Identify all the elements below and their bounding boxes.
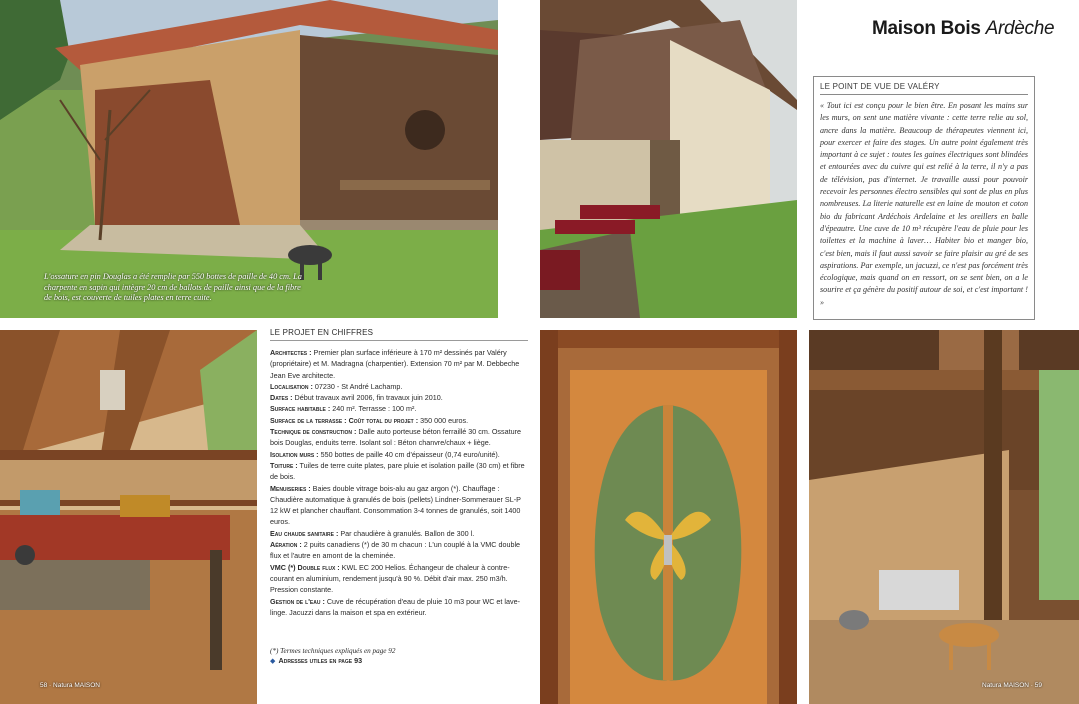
folio-left: 58 · Natura MAISON: [40, 682, 100, 689]
quote-text: « Tout ici est conçu pour le bien être. En posant les mains sur les murs, on sent une matière vivante : cette terre relie au sol, ancre dans la matière. Beaucoup de thérapeutes viennent ici, pour exercer et faire des stages. Un autre point également très important à ce sujet : toutes les gaines électriques sont blindées et entourées avec du cuivre qui est relié à la terre, il n'y a pas de télévision, pas d'internet. Je travaille aussi pour pouvoir recevoir les personnes électro sensibles qui sont de plus en plus nombreuses. La literie naturelle est en laine de mouton et coton bio du fabricant Ardéchois Ardelaine et les oreillers en balle d'épeautre. Une cuve de 10 m³ récupère l'eau de pluie pour les toilettes et la machine à laver… Habiter bio et manger bio, c'est bien, mais il faut aussi savoir se faire plaisir au gré de ses aspirations. Par exemple, un jacuzzi, ce n'est pas forcément très écologique, mais quand on en ressort, on se sent bien, on a le sourire et ça génère du positif autour de soi, et c'est important ! »: [820, 101, 1028, 307]
useful-addresses-note: [270, 656, 528, 666]
fact-row: [270, 415, 528, 426]
fact-text: 240 m². Terrasse : 100 m².: [330, 404, 417, 414]
fact-text: Début travaux avril 2006, fin travaux juin 2010.: [292, 393, 443, 403]
quote-box: [813, 76, 1035, 320]
photo-caption: L'ossature en pin Douglas a été remplie par 550 bottes de paille de 40 cm. La charpente en sapin qui intègre 20 cm de ballots de paille ainsi que de la fibre de bois, est couverte de tuiles plates en terre cuite.: [44, 272, 302, 302]
fact-label: VMC (*) Double flux :: [270, 562, 340, 572]
useful-addresses-text: Adresses utiles en page 93: [278, 656, 363, 665]
fact-label: Architectes :: [270, 348, 312, 357]
fact-label: Surface habitable :: [270, 404, 331, 414]
fact-text: Cuve de récupération d'eau de pluie 10 m3 pour WC et lave-linge. Jacuzzi dans la maison et spa en extérieur.: [270, 596, 521, 617]
title-main: Maison Bois: [872, 18, 981, 39]
fact-label: Aération :: [270, 540, 302, 550]
technical-terms-note: (*) Termes techniques expliqués en page 92: [270, 647, 396, 655]
fact-text: Premier plan surface inférieure à 170 m² dessinés par Valéry (propriétaire) et M. Madragna (charpentier). Extension 70 m² par M. Debbeche Jean Eve architecte.: [270, 348, 520, 380]
title-subtitle: Ardèche: [985, 18, 1055, 39]
photo-covered-terrace: [0, 330, 257, 704]
fact-row: [270, 596, 528, 619]
photo-house-side-lounge-chairs: [540, 0, 797, 318]
fact-row: [270, 483, 528, 528]
fact-text: Par chaudière à granulés. Ballon de 300 l.: [338, 528, 475, 538]
fact-text: 350 000 euros.: [418, 415, 469, 425]
fact-label: Surface de la terrasse : Coût total du projet :: [270, 415, 419, 425]
fact-label: Isolation murs :: [270, 449, 319, 459]
photo-balcony-dog-goat: [809, 330, 1079, 704]
fact-label: Eau chaude sanitaire :: [270, 528, 339, 538]
facts-note: [270, 646, 528, 666]
fact-label: Menuiseries :: [270, 483, 311, 493]
fact-text: 07230 - St André Lachamp.: [312, 381, 403, 391]
fact-text: KWL EC 200 Helios. Échangeur de chaleur à contre-courant en aluminium, rendement jusqu'à 90 %. Débit d'air max. 250 m3/h. Pression constante.: [270, 562, 510, 595]
fact-label: Toiture :: [270, 460, 298, 470]
folio-right: Natura MAISON · 59: [982, 682, 1042, 689]
fact-label: Gestion de l'eau :: [270, 596, 325, 606]
fact-text: Baies double vitrage bois-alu au gaz argon (*). Chauffage : Chaudière automatique à granulés de bois (pellets) Lindner-Sommerauer SL-P 12 kW et plancher chauffant. Consommation 3-4 tonnes de granulés, soit 1400 euros.: [270, 483, 521, 527]
fact-text: Tuiles de terre cuite plates, pare pluie et isolation paille (30 cm) et fibre de bois.: [270, 460, 525, 482]
fact-label: Localisation :: [270, 381, 313, 391]
fact-label: Dates :: [270, 393, 293, 403]
fact-label: Technique de construction :: [270, 427, 357, 437]
quote-heading: LE POINT DE VUE DE VALÉRY: [820, 82, 1028, 95]
fact-row: [270, 381, 528, 392]
diamond-icon: ◆: [270, 656, 276, 665]
fact-row: [270, 539, 528, 562]
fact-row: [270, 449, 528, 460]
project-facts: [270, 328, 528, 618]
page-title: [872, 18, 1072, 40]
fact-row: [270, 528, 528, 539]
fact-text: 2 puits canadiens (*) de 30 m chacun : L'un couplé à la VMC double flux et l'autre en amont de la cheminée.: [270, 540, 521, 561]
facts-heading: LE PROJET EN CHIFFRES: [270, 328, 528, 341]
fact-row: [270, 392, 528, 403]
fact-row: [270, 403, 528, 414]
fact-text: Dalle auto porteuse béton ferraillé 30 cm. Ossature bois Douglas, enduits terre. Isolant sol : Béton chanvre/chaux + liège.: [270, 427, 521, 448]
facts-list: [270, 347, 528, 618]
fact-row: [270, 426, 528, 449]
fact-text: 550 bottes de paille 40 cm d'épaisseur (0,74 euro/unité).: [318, 449, 500, 459]
photo-wooden-door-leaf: [540, 330, 797, 704]
photo-house-exterior-donkey: [0, 0, 498, 318]
fact-row: [270, 562, 528, 596]
fact-row: [270, 460, 528, 483]
fact-row: [270, 347, 528, 381]
